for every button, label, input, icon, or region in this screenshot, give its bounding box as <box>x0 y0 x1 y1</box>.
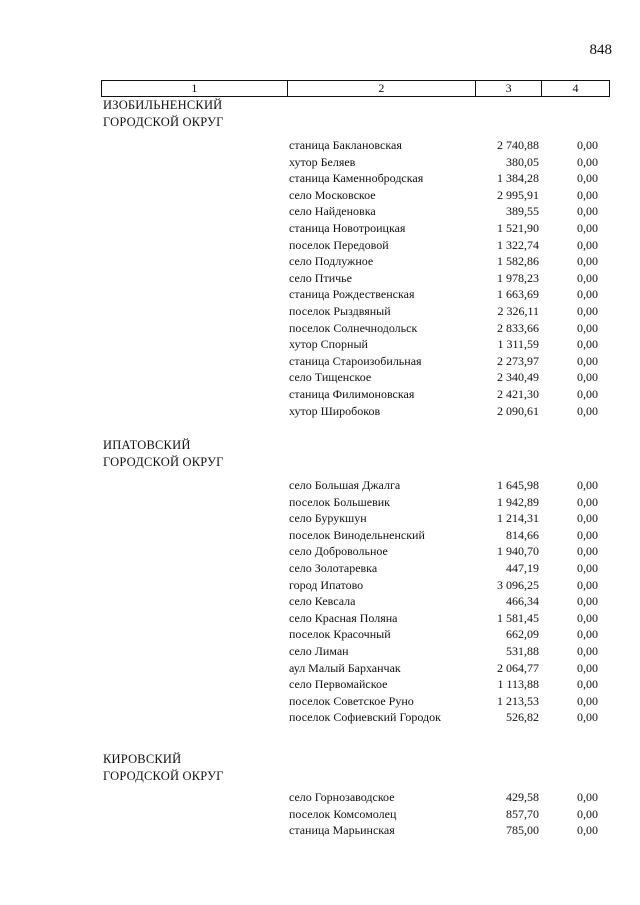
value-col3: 1 581,45 <box>497 610 539 625</box>
value-col3: 1 113,88 <box>497 677 539 692</box>
table-row <box>0 560 640 577</box>
table-row <box>0 369 640 386</box>
table-row <box>0 494 640 511</box>
page-number: 848 <box>589 42 612 58</box>
value-col4: 0,00 <box>577 577 598 592</box>
value-col3: 1 322,74 <box>497 237 539 252</box>
column-header-4: 4 <box>542 81 610 97</box>
table-row <box>0 403 640 420</box>
value-col4: 0,00 <box>577 403 598 418</box>
settlement-name: село Тищенское <box>289 370 372 385</box>
settlement-name: поселок Передовой <box>289 237 389 252</box>
value-col3: 1 663,69 <box>497 287 539 302</box>
table-row <box>0 187 640 204</box>
settlement-name: станица Филимоновская <box>289 386 415 401</box>
value-col4: 0,00 <box>577 237 598 252</box>
table-row <box>0 527 640 544</box>
value-col4: 0,00 <box>577 320 598 335</box>
value-col4: 0,00 <box>577 254 598 269</box>
value-col3: 662,09 <box>506 627 539 642</box>
value-col3: 447,19 <box>506 560 539 575</box>
value-col4: 0,00 <box>577 806 598 821</box>
district-title-line2: ГОРОДСКОЙ ОКРУГ <box>103 115 224 129</box>
settlement-name: село Подлужное <box>289 254 374 269</box>
settlement-name: село Кевсала <box>289 594 356 609</box>
value-col3: 1 978,23 <box>497 270 539 285</box>
value-col3: 2 740,88 <box>497 138 539 152</box>
settlement-name: хутор Спорный <box>289 337 368 352</box>
table-row <box>0 693 640 710</box>
settlement-name: село Золотаревка <box>289 560 378 575</box>
table-row <box>0 353 640 370</box>
column-header-1: 1 <box>102 81 288 97</box>
table-row <box>0 676 640 693</box>
settlement-name: поселок Большевик <box>289 494 391 509</box>
settlement-name: поселок Советское Руно <box>289 693 414 708</box>
settlement-name: город Ипатово <box>289 577 364 592</box>
value-col3: 2 995,91 <box>497 187 539 202</box>
table-row <box>0 593 640 610</box>
settlement-name: поселок Рыздвяный <box>289 303 391 318</box>
settlement-name: село Московское <box>289 187 376 202</box>
table-row <box>0 320 640 337</box>
settlement-name: село Бурукшун <box>289 511 367 526</box>
table-row <box>0 543 640 560</box>
value-col3: 2 326,11 <box>497 303 539 318</box>
value-col4: 0,00 <box>577 287 598 302</box>
district-title-line1: ИЗОБИЛЬНЕНСКИЙ <box>103 98 223 112</box>
settlement-name: поселок Солнечнодольск <box>289 320 418 335</box>
table-row <box>0 822 640 839</box>
value-col4: 0,00 <box>577 353 598 368</box>
table-row <box>0 709 640 726</box>
value-col4: 0,00 <box>577 544 598 559</box>
district-title-line1: КИРОВСКИЙ <box>103 752 182 766</box>
table-row <box>0 286 640 303</box>
value-col4: 0,00 <box>577 386 598 401</box>
table-row <box>0 806 640 823</box>
settlement-name: село Горнозаводское <box>289 790 395 804</box>
value-col4: 0,00 <box>577 610 598 625</box>
value-col3: 2 340,49 <box>497 370 539 385</box>
value-col4: 0,00 <box>577 527 598 542</box>
settlement-list <box>0 137 640 419</box>
value-col4: 0,00 <box>577 154 598 169</box>
district-title-line1: ИПАТОВСКИЙ <box>103 438 191 452</box>
settlement-name: хутор Широбоков <box>289 403 381 418</box>
value-col4: 0,00 <box>577 204 598 219</box>
value-col4: 0,00 <box>577 187 598 202</box>
value-col3: 2 833,66 <box>497 320 539 335</box>
value-col4: 0,00 <box>577 171 598 186</box>
value-col4: 0,00 <box>577 370 598 385</box>
value-col3: 2 421,30 <box>497 386 539 401</box>
value-col4: 0,00 <box>577 823 598 838</box>
value-col3: 2 090,61 <box>497 403 539 418</box>
value-col4: 0,00 <box>577 494 598 509</box>
settlement-name: станица Марьинская <box>289 823 395 838</box>
value-col3: 3 096,25 <box>497 577 539 592</box>
settlement-name: село Большая Джалга <box>289 478 401 492</box>
settlement-name: село Добровольное <box>289 544 388 559</box>
table-row <box>0 203 640 220</box>
settlement-name: село Найденовка <box>289 204 376 219</box>
settlement-name: станица Староизобильная <box>289 353 422 368</box>
value-col3: 1 384,28 <box>497 171 539 186</box>
value-col3: 1 582,86 <box>497 254 539 269</box>
value-col3: 1 214,31 <box>497 511 539 526</box>
district-title-line2: ГОРОДСКОЙ ОКРУГ <box>103 455 224 469</box>
value-col3: 2 273,97 <box>497 353 539 368</box>
value-col3: 526,82 <box>506 710 539 725</box>
value-col3: 466,34 <box>506 594 539 609</box>
value-col4: 0,00 <box>577 478 598 492</box>
value-col4: 0,00 <box>577 511 598 526</box>
value-col3: 1 311,59 <box>497 337 539 352</box>
settlement-name: поселок Красочный <box>289 627 391 642</box>
table-row <box>0 303 640 320</box>
value-col3: 1 521,90 <box>497 220 539 235</box>
district-title <box>103 751 224 785</box>
table-row <box>0 237 640 254</box>
table-row <box>0 386 640 403</box>
settlement-name: село Красная Поляна <box>289 610 398 625</box>
value-col4: 0,00 <box>577 270 598 285</box>
value-col4: 0,00 <box>577 790 598 804</box>
value-col4: 0,00 <box>577 710 598 725</box>
table-row <box>0 643 640 660</box>
value-col4: 0,00 <box>577 560 598 575</box>
settlement-name: станица Новотроицкая <box>289 220 406 235</box>
settlement-name: аул Малый Барханчак <box>289 660 401 675</box>
column-header-3: 3 <box>476 81 542 97</box>
settlement-list <box>0 789 640 839</box>
value-col3: 531,88 <box>506 643 539 658</box>
table-row <box>0 660 640 677</box>
value-col4: 0,00 <box>577 594 598 609</box>
settlement-name: поселок Комсомолец <box>289 806 397 821</box>
column-header-2: 2 <box>287 81 476 97</box>
settlement-name: станица Рождественская <box>289 287 415 302</box>
table-row <box>0 137 640 154</box>
district-title-line2: ГОРОДСКОЙ ОКРУГ <box>103 769 224 783</box>
value-col3: 785,00 <box>506 823 539 838</box>
settlement-name: поселок Винодельненский <box>289 527 425 542</box>
district-title <box>103 97 224 131</box>
value-col4: 0,00 <box>577 138 598 152</box>
settlement-name: станица Баклановская <box>289 138 402 152</box>
value-col3: 1 940,70 <box>497 544 539 559</box>
district-title <box>103 437 224 471</box>
table-row <box>0 170 640 187</box>
value-col3: 380,05 <box>506 154 539 169</box>
value-col4: 0,00 <box>577 643 598 658</box>
table-row <box>0 626 640 643</box>
value-col4: 0,00 <box>577 693 598 708</box>
settlement-name: поселок Софиевский Городок <box>289 710 441 725</box>
value-col3: 857,70 <box>506 806 539 821</box>
settlement-name: станица Каменнобродская <box>289 171 424 186</box>
value-col3: 1 942,89 <box>497 494 539 509</box>
value-col3: 389,55 <box>506 204 539 219</box>
value-col4: 0,00 <box>577 337 598 352</box>
value-col3: 1 645,98 <box>497 478 539 492</box>
settlement-name: хутор Беляев <box>289 154 356 169</box>
settlement-list <box>0 477 640 726</box>
table-row <box>0 610 640 627</box>
settlement-name: село Птичье <box>289 270 352 285</box>
value-col3: 814,66 <box>506 527 539 542</box>
value-col4: 0,00 <box>577 220 598 235</box>
table-row <box>0 577 640 594</box>
table-row <box>0 510 640 527</box>
table-row <box>0 477 640 494</box>
settlement-name: село Лиман <box>289 643 349 658</box>
table-row <box>0 789 640 806</box>
value-col3: 2 064,77 <box>497 660 539 675</box>
value-col3: 429,58 <box>506 790 539 804</box>
settlement-name: село Первомайское <box>289 677 388 692</box>
table-row <box>0 336 640 353</box>
value-col4: 0,00 <box>577 660 598 675</box>
table-row <box>0 220 640 237</box>
value-col4: 0,00 <box>577 303 598 318</box>
value-col3: 1 213,53 <box>497 693 539 708</box>
table-row <box>0 270 640 287</box>
value-col4: 0,00 <box>577 627 598 642</box>
table-row <box>0 154 640 171</box>
table-row <box>0 253 640 270</box>
value-col4: 0,00 <box>577 677 598 692</box>
